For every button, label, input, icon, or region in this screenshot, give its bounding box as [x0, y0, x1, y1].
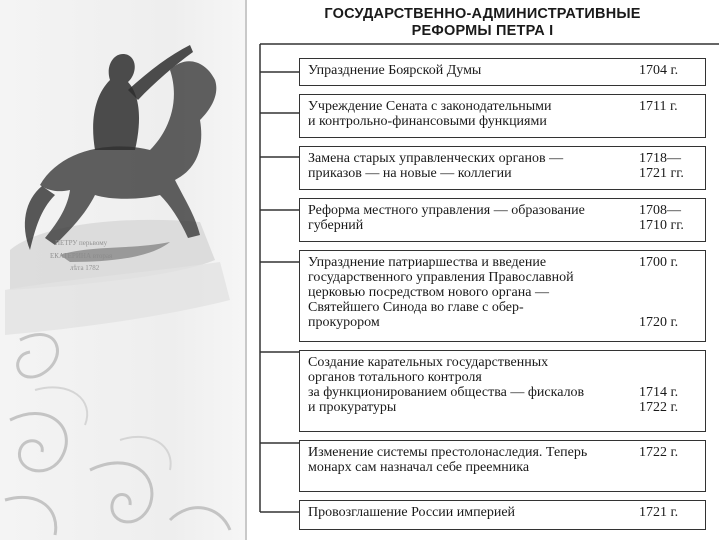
reform-box-senate [299, 94, 706, 138]
pedestal-inscription-line: лѣта 1782 [70, 264, 100, 272]
reform-box-empire [299, 500, 706, 530]
reform-date: 1704 г. [639, 63, 679, 78]
reform-box-governorates [299, 198, 706, 242]
reform-box-fiscals [299, 350, 706, 432]
reform-description: Замена старых управленческих органов — приказов — на новые — коллегии [308, 151, 564, 181]
reform-date: 1708— 1710 гг. [639, 203, 684, 233]
reform-date: 1721 г. [639, 505, 679, 520]
reform-box-collegia [299, 146, 706, 190]
reform-date: 1714 г. 1722 г. [639, 385, 679, 415]
title-line-1: ГОСУДАРСТВЕННО-АДМИНИСТРАТИВНЫЕ [324, 6, 641, 22]
reform-date: 1718— 1721 гг. [639, 151, 684, 181]
reform-box-synod [299, 250, 706, 342]
reform-description: Упразднение Боярской Думы [308, 63, 482, 78]
reform-date: 1711 г. [639, 99, 678, 114]
reform-description: Изменение системы престолонаследия. Теперь монарх сам назначал себе преемника [308, 445, 588, 475]
title-line-2: РЕФОРМЫ ПЕТРА I [411, 23, 554, 39]
pedestal-inscription-line: ПЕТРУ перьвому [55, 239, 108, 247]
reform-description: Упразднение патриаршества и введение государственного управления Православной церковью посредством нового органа — Святейшего Синода во главе с обер- прокурором [308, 255, 574, 330]
reform-description: Учреждение Сената с законодательными и контрольно-финансовыми функциями [308, 99, 552, 129]
reform-description: Создание карательных государственных органов тотального контроля за функционированием общества — фискалов и прокуратуры [308, 355, 585, 415]
reform-box-boyar-duma [299, 58, 706, 86]
reform-date: 1722 г. [639, 445, 679, 460]
reform-date: 1700 г. 1720 г. [639, 255, 679, 330]
reform-description: Реформа местного управления — образование губерний [308, 203, 585, 233]
pedestal-inscription-line: ЕКАТЕРИНА вторая [50, 252, 113, 260]
reform-description: Провозглашение России империей [308, 505, 516, 520]
reform-box-succession [299, 440, 706, 492]
